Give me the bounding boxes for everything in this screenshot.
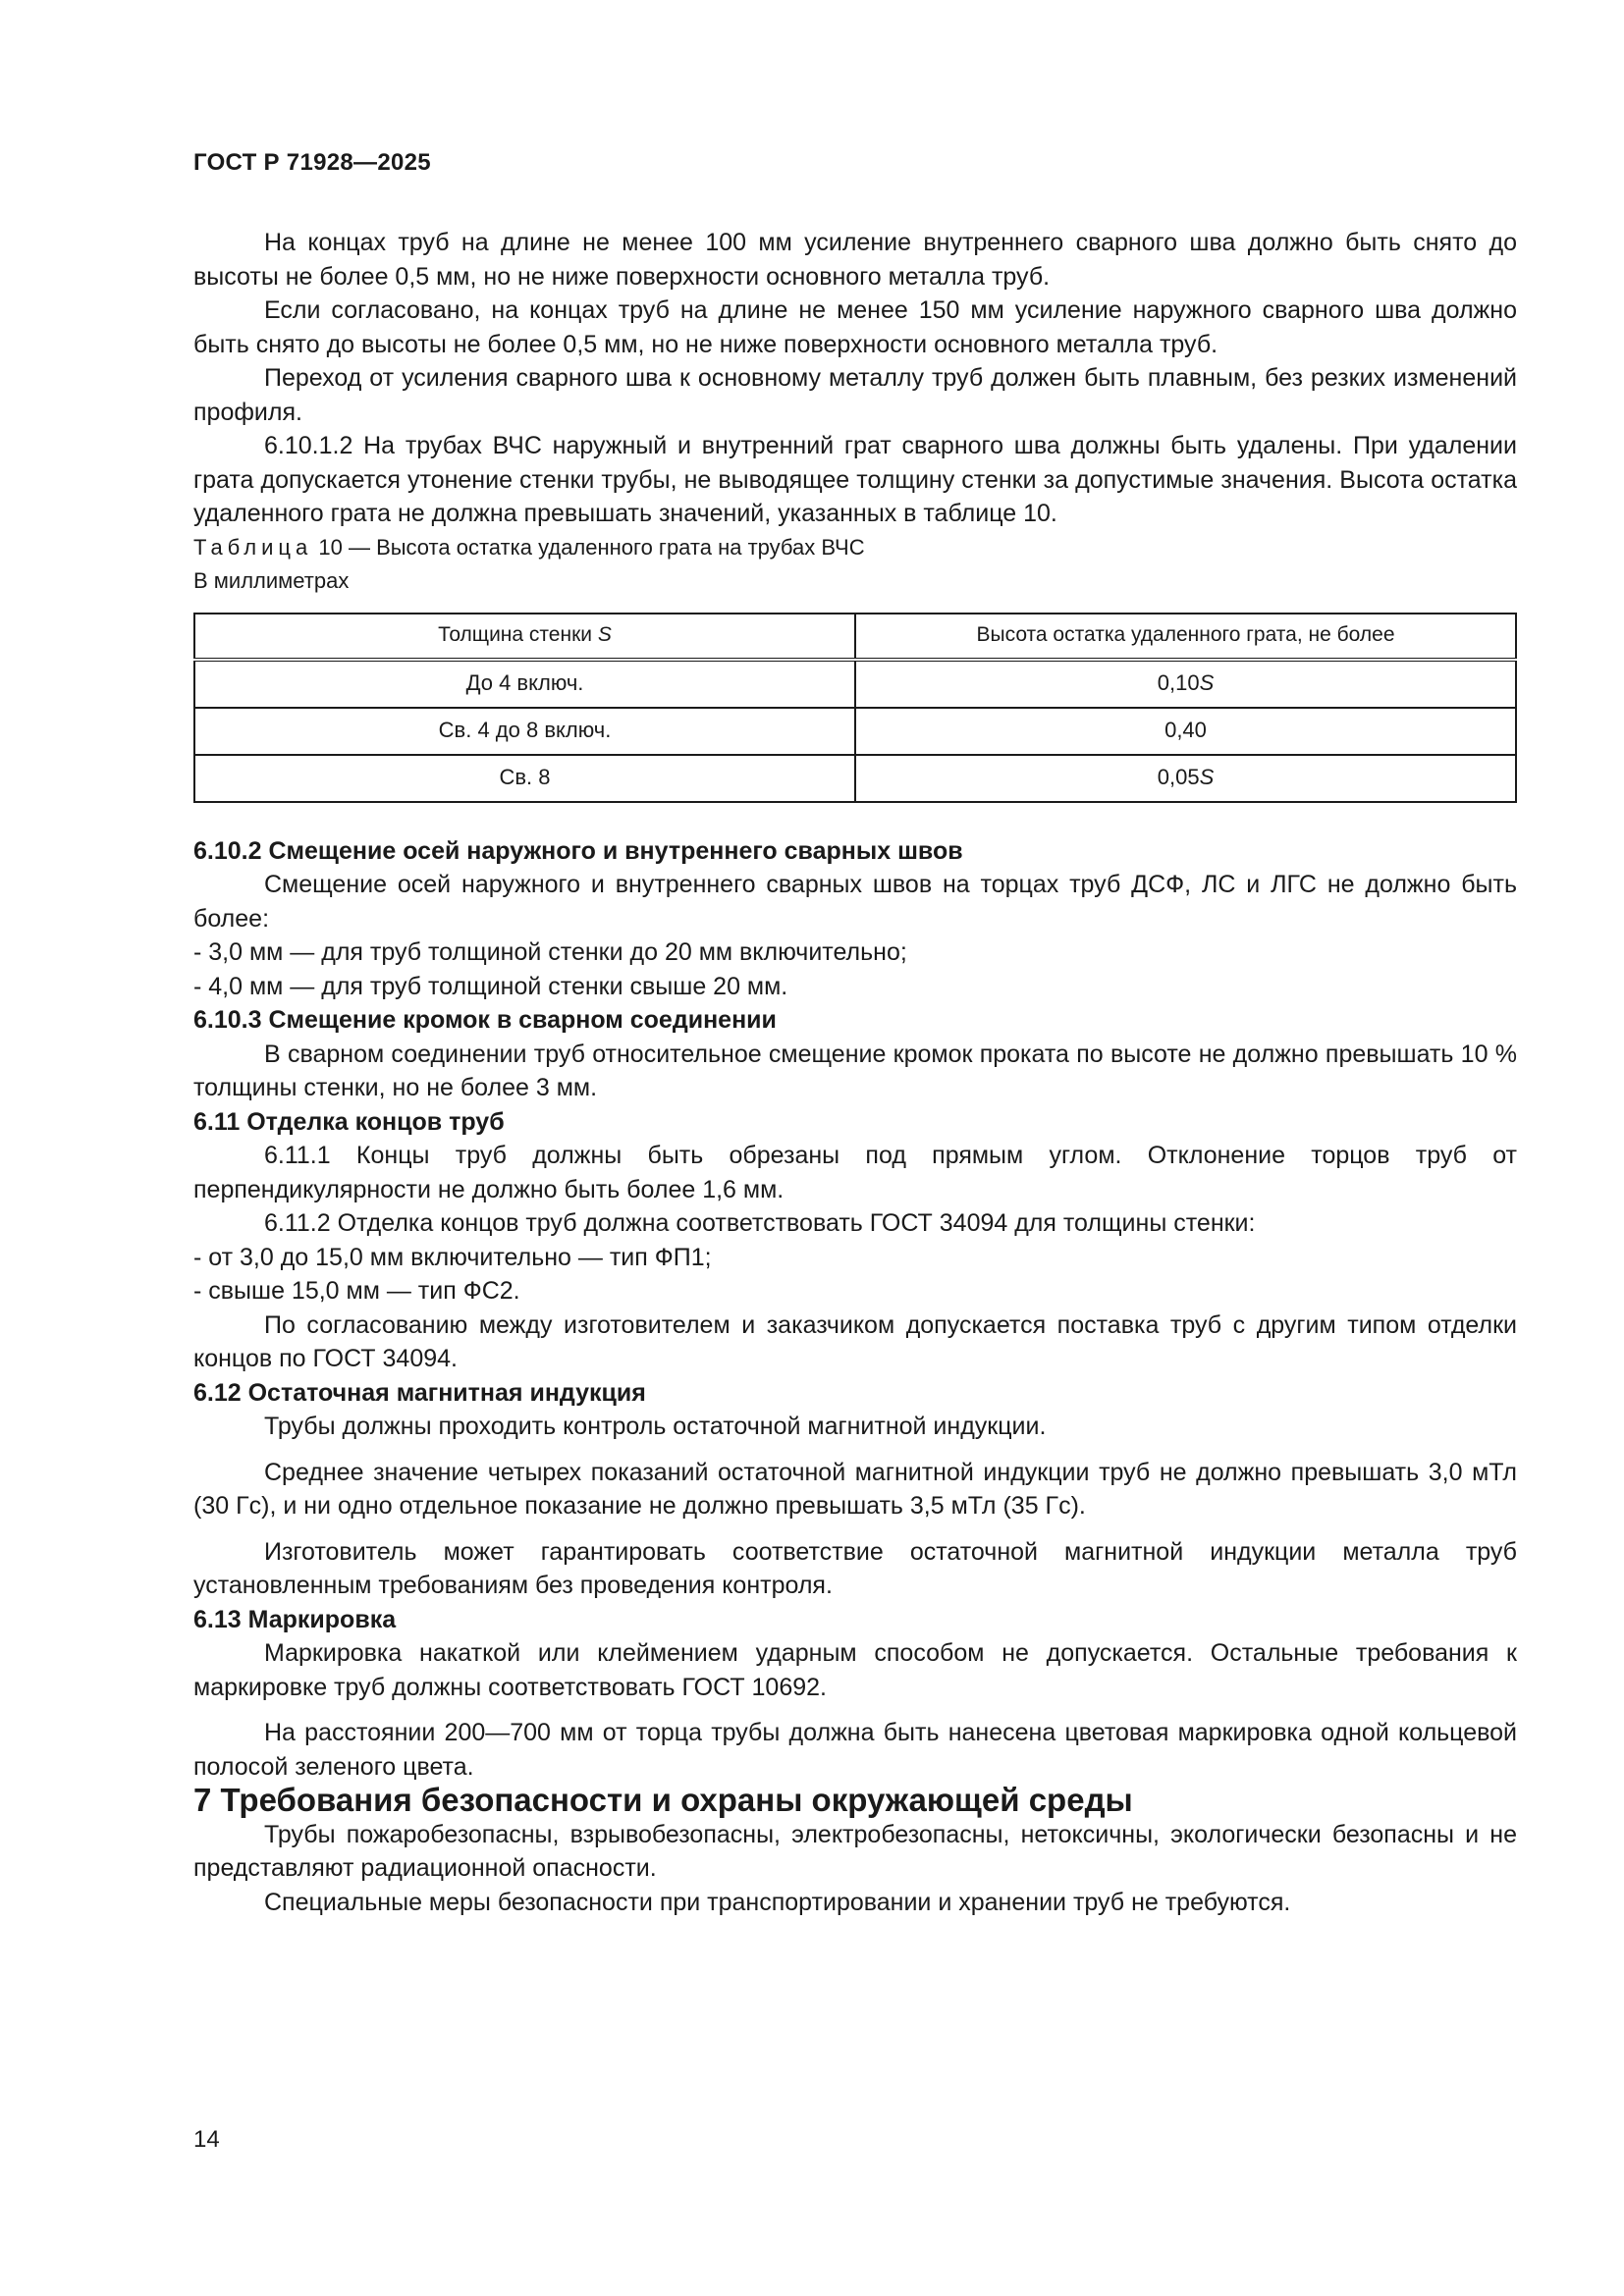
paragraph: По согласованию между изготовителем и заказчиком допускается поставка труб с другим типом отделки концов по ГОСТ 34094. [193, 1310, 1517, 1372]
wall-thickness-table [193, 613, 1517, 803]
page-number: 14 [193, 2126, 220, 2153]
table-caption [193, 531, 1517, 565]
list-item: - свыше 15,0 мм — тип ФС2. [193, 1277, 520, 1305]
subsection-heading-6-10-3: 6.10.3 Смещение кромок в сварном соединении [193, 1006, 777, 1034]
section-heading-7: 7 Требования безопасности и охраны окружающей среды [193, 1782, 1133, 1818]
paragraph: Специальные меры безопасности при транспортировании и хранении труб не требуются. [264, 1888, 1291, 1916]
paragraph: Трубы пожаробезопасны, взрывобезопасны, электробезопасны, нетоксичны, экологически безопасны и не представляют радиационной опасности. [193, 1820, 1517, 1882]
document-header: ГОСТ Р 71928—2025 [193, 149, 431, 176]
paragraph: 6.11.1 Концы труб должны быть обрезаны под прямым углом. Отклонение торцов труб от перпендикулярности не должно быть более 1,6 мм. [193, 1142, 1517, 1203]
paragraph: Переход от усиления сварного шва к основному металлу труб должен быть плавным, без резких изменений профиля. [193, 364, 1517, 426]
paragraph: Среднее значение четырех показаний остаточной магнитной индукции труб не должно превышать 3,0 мТл (30 Гс), и ни одно отдельное показание не должно превышать 3,5 мТл (35 Гс). [193, 1458, 1517, 1520]
paragraph: Маркировка накаткой или клеймением ударным способом не допускается. Остальные требования к маркировке труб должны соответствовать ГОСТ 10692. [193, 1639, 1517, 1701]
cell-thickness: Св. 4 до 8 включ. [194, 708, 855, 755]
table-header-row [194, 614, 1516, 660]
list-item: - 3,0 мм — для труб толщиной стенки до 20 мм включительно; [193, 938, 907, 966]
table-caption-word: Таблица [193, 534, 313, 560]
column-header-height: Высота остатка удаленного грата, не более [855, 614, 1516, 660]
section-heading-6-12: 6.12 Остаточная магнитная индукция [193, 1378, 646, 1407]
paragraph: Изготовитель может гарантировать соответствие остаточной магнитной индукции металла труб установленным требованиям без проведения контроля. [193, 1537, 1517, 1599]
table-row [194, 755, 1516, 802]
paragraph: Смещение осей наружного и внутреннего сварных швов на торцах труб ДСФ, ЛС и ЛГС не должно быть более: [193, 871, 1517, 933]
list-item: - 4,0 мм — для труб толщиной стенки свыше 20 мм. [193, 972, 788, 1000]
cell-height: 0,05S [855, 755, 1516, 802]
subsection-heading-6-10-2: 6.10.2 Смещение осей наружного и внутреннего сварных швов [193, 836, 963, 865]
cell-height: 0,40 [855, 708, 1516, 755]
section-heading-6-13: 6.13 Маркировка [193, 1605, 397, 1633]
cell-thickness: До 4 включ. [194, 660, 855, 708]
table-units: В миллиметрах [193, 568, 350, 593]
cell-height: 0,10S [855, 660, 1516, 708]
paragraph: На концах труб на длине не менее 100 мм усиление внутреннего сварного шва должно быть снято до высоты не более 0,5 мм, но не ниже поверхности основного металла труб. [193, 229, 1517, 291]
table-row [194, 660, 1516, 708]
paragraph: В сварном соединении труб относительное смещение кромок проката по высоте не должно превышать 10 % толщины стенки, но не более 3 мм. [193, 1040, 1517, 1101]
paragraph: Трубы должны проходить контроль остаточной магнитной индукции. [264, 1413, 1047, 1440]
cell-thickness: Св. 8 [194, 755, 855, 802]
paragraph: 6.10.1.2 На трубах ВЧС наружный и внутренний грат сварного шва должны быть удалены. При удалении грата допускается утонение стенки трубы, не выводящее толщину стенки за допустимые значения. Высота остатка удаленного грата не должна превышать значений, указанных в таблице 10. [193, 432, 1517, 527]
paragraph: Если согласовано, на концах труб на длине не менее 150 мм усиление наружного сварного шва должно быть снято до высоты не более 0,5 мм, но не ниже поверхности основного металла труб. [193, 296, 1517, 358]
table-row [194, 708, 1516, 755]
table-caption-text: 10 — Высота остатка удаленного грата на трубах ВЧС [312, 534, 865, 560]
page-content [193, 226, 1517, 1919]
paragraph: На расстоянии 200—700 мм от торца трубы должна быть нанесена цветовая маркировка одной кольцевой полосой зеленого цвета. [193, 1719, 1517, 1781]
column-header-thickness: Толщина стенки S [194, 614, 855, 660]
section-heading-6-11: 6.11 Отделка концов труб [193, 1107, 505, 1136]
list-item: - от 3,0 до 15,0 мм включительно — тип ФП1; [193, 1243, 712, 1271]
paragraph: 6.11.2 Отделка концов труб должна соответствовать ГОСТ 34094 для толщины стенки: [264, 1209, 1256, 1237]
